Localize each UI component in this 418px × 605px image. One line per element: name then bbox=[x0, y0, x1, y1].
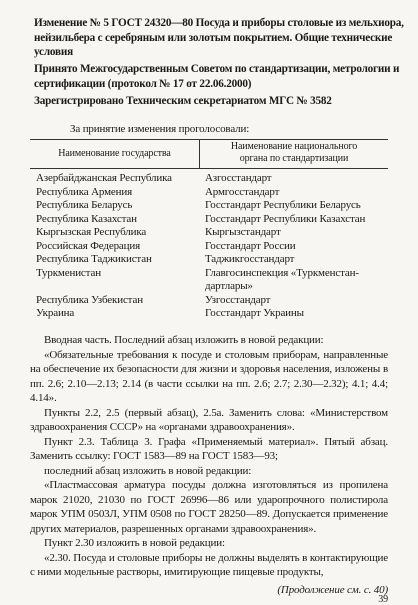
state-name: Украина bbox=[36, 307, 75, 319]
paragraph: «2.30. Посуда и столовые приборы не должны выделять в контактирующие с ними модельные растворы, имитирующие пищевые продукты, bbox=[30, 551, 388, 578]
paragraph: Вводная часть. Последний абзац изложить в новой редакции: bbox=[44, 334, 324, 346]
state-name: Кыргызская Республика bbox=[36, 226, 147, 238]
standards-body: Госстандарт Республики Беларусь bbox=[205, 199, 361, 211]
state-name: Республика Узбекистан bbox=[36, 293, 143, 306]
table-header-rule bbox=[30, 168, 388, 169]
column-header-body-line1: Наименование национального bbox=[230, 141, 358, 152]
state-name: Республика Таджикистан bbox=[36, 253, 152, 265]
state-name: Азербайджанская Республика bbox=[36, 172, 172, 184]
table-row bbox=[0, 172, 418, 185]
table-row bbox=[0, 240, 418, 253]
table-top-rule bbox=[30, 139, 388, 140]
standards-body: Главгосинспекция «Туркменстан- bbox=[205, 266, 359, 279]
table-row bbox=[0, 253, 418, 266]
standards-body: Госстандарт России bbox=[205, 239, 296, 252]
table-row bbox=[0, 294, 418, 307]
standards-body: Госстандарт Украины bbox=[205, 307, 304, 319]
table-row bbox=[0, 199, 418, 212]
paragraph: Пункт 2.3. Таблица 3. Графа «Применяемый материал». Пятый абзац. Заменить ссылку: ГОСТ 1583—89 на ГОСТ 1583—93; bbox=[30, 435, 388, 462]
standards-body: дартлары» bbox=[205, 280, 253, 292]
state-name: Республика Армения bbox=[36, 185, 133, 198]
standards-body: Армгосстандарт bbox=[205, 185, 280, 198]
state-name: Республика Казахстан bbox=[36, 212, 137, 225]
standards-body: Узгосстандарт bbox=[205, 293, 271, 306]
table-row bbox=[0, 267, 418, 280]
table-row bbox=[0, 186, 418, 199]
standards-body: Кыргызстандарт bbox=[205, 226, 281, 238]
column-header-state: Наименование государства bbox=[58, 148, 171, 159]
voted-intro: За принятие изменения проголосовали: bbox=[70, 123, 250, 135]
state-name: Республика Беларусь bbox=[36, 199, 133, 211]
adoption-note: Принято Межгосударственным Советом по стандартизации, метрологии и сертификации (протокол № 17 от 22.06.2000) bbox=[34, 63, 400, 90]
paragraph: «Обязательные требования к посуде и столовым приборам, направленные на обеспечение их безопасности для жизни и здоровья населения, изложены в пп. 2.6; 2.10—2.13; 2.14 (в части ссылки на пп. 2.6; 2.7; 2.30—2.32); 4.1; 4.4; 4.14». bbox=[30, 348, 388, 404]
paragraph: Пункт 2.30 изложить в новой редакции: bbox=[44, 537, 225, 549]
standards-body: Госстандарт Республики Казахстан bbox=[205, 212, 366, 225]
table-row bbox=[0, 226, 418, 239]
table-row bbox=[0, 280, 418, 293]
table-row bbox=[0, 307, 418, 320]
page-number: 39 bbox=[378, 594, 388, 605]
registration-note: Зарегистрировано Техническим секретариатом МГС № 3582 bbox=[34, 95, 332, 107]
standards-body: Азгосстандарт bbox=[205, 172, 272, 184]
state-name: Туркменистан bbox=[36, 266, 101, 279]
state-name: Российская Федерация bbox=[36, 239, 141, 252]
paragraph: «Пластмассовая арматура посуды должна изготовляться из пропилена марок 21020, 21030 по ГОСТ 26996—86 или ударопрочного полистирола марок УПМ 0503Л, УПМ 0508 по ГОСТ 28250—89. Допускается применение других материалов, разрешенных органами здравоохранения». bbox=[30, 479, 388, 535]
amendment-title: Изменение № 5 ГОСТ 24320—80 Посуда и приборы столовые из мельхиора, нейзильбера с серебряным или золотым покрытием. Общие технические условия bbox=[34, 17, 404, 58]
column-header-body-line2: органа по стандартизации bbox=[239, 153, 349, 164]
continuation-note: (Продолжение см. с. 40) bbox=[277, 584, 388, 596]
table-row bbox=[0, 213, 418, 226]
standards-body: Таджикгосстандарт bbox=[205, 253, 295, 265]
paragraph: последний абзац изложить в новой редакции: bbox=[44, 464, 252, 477]
paragraph: Пункты 2.2, 2.5 (первый абзац), 2.5а. Заменить слова: «Министерством здравоохранения СССР» на «органами здравоохранения». bbox=[30, 406, 388, 433]
